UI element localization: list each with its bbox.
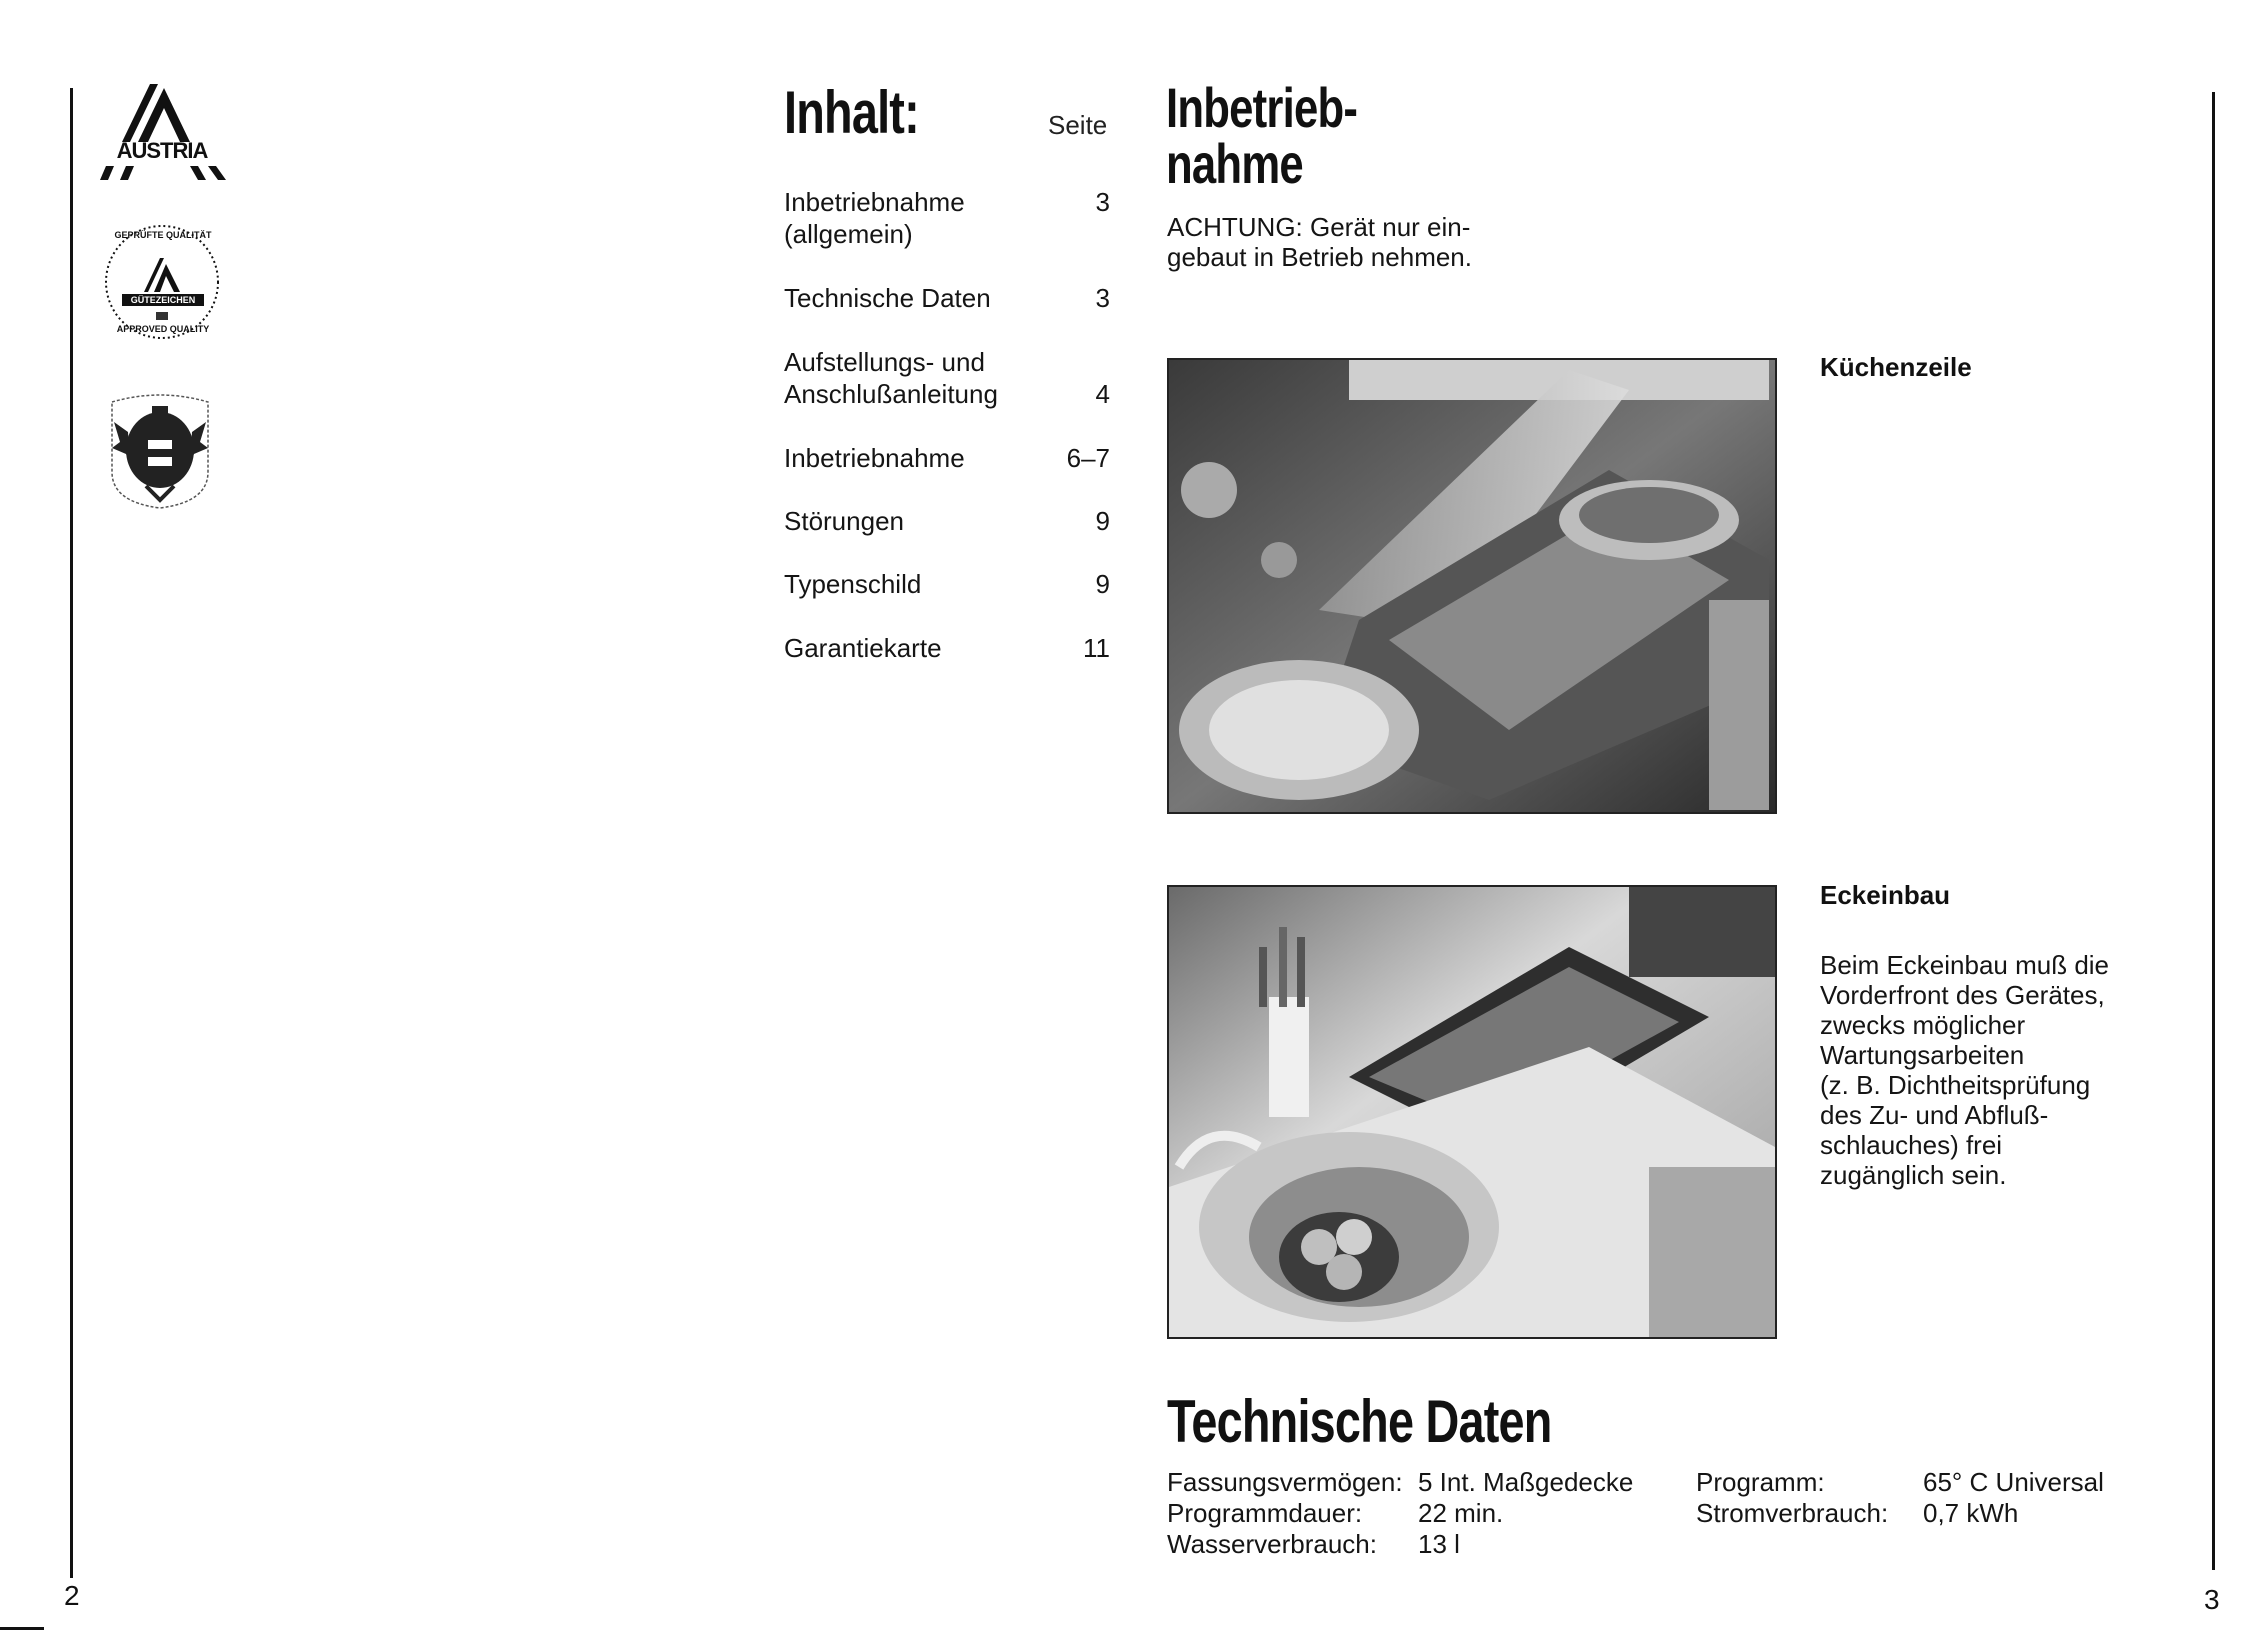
toc-item-6-page: 9 [1095, 569, 1110, 599]
inbetrieb-warning: ACHTUNG: Gerät nur ein- gebaut in Betrieb nehmen. [1167, 212, 1472, 272]
page-number-left: 2 [64, 1580, 80, 1611]
toc-item-6-label: Typenschild [784, 569, 922, 599]
toc-item-1-label: Inbetriebnahme (allgemein) [784, 187, 965, 249]
toc-title: Inhalt: [784, 79, 919, 146]
toc-item-2-page: 3 [1095, 283, 1110, 313]
toc-item-5-label: Störungen [784, 506, 904, 536]
toc-item-3-label: Aufstellungs- und Anschlußanleitung [784, 347, 998, 409]
photo-kuechenzeile [1167, 358, 1777, 814]
right-margin-rule [2212, 92, 2215, 1570]
tech-key-wasserverbrauch: Wasserverbrauch: [1167, 1529, 1377, 1559]
toc-item-2-label: Technische Daten [784, 283, 991, 313]
left-margin-rule [70, 88, 73, 1578]
tech-key-programmdauer: Programmdauer: [1167, 1498, 1363, 1528]
seal-bottom-text: APPROVED QUALITY [116, 324, 210, 334]
seal-mid-text: GÜTEZEICHEN [130, 295, 196, 305]
austria-logo-text: AUSTRIA [116, 138, 208, 163]
technische-daten-title: Technische Daten [1167, 1388, 1552, 1455]
toc-item-1-page: 3 [1095, 187, 1110, 217]
tech-value-programmdauer: 22 min. [1418, 1498, 1504, 1528]
tech-key-fassungsvermoegen: Fassungsvermögen: [1167, 1467, 1403, 1497]
left-corner-tick [0, 1627, 44, 1630]
toc-item-4-label: Inbetriebnahme [784, 443, 965, 473]
tech-key-stromverbrauch: Stromverbrauch: [1696, 1498, 1889, 1528]
toc-item-4-page: 6–7 [1066, 443, 1110, 473]
toc-item-7-page: 11 [1083, 633, 1110, 663]
tech-value-stromverbrauch: 0,7 kWh [1923, 1498, 2019, 1528]
tech-value-programm: 65° C Universal [1923, 1467, 2104, 1497]
photo-eckeinbau [1167, 885, 1777, 1339]
label-kuechenzeile: Küchenzeile [1820, 352, 1972, 382]
seal-top-text: GEPRÜFTE QUALITÄT [114, 230, 212, 240]
tech-value-wasserverbrauch: 13 l [1418, 1529, 1460, 1559]
page-number-right: 3 [2204, 1584, 2220, 1615]
austria-logo [92, 80, 232, 185]
toc-item-3-page: 4 [1095, 379, 1110, 409]
coat-of-arms-emblem [106, 392, 214, 510]
toc-item-7-label: Garantiekarte [784, 633, 942, 663]
tech-value-fassungsvermoegen: 5 Int. Maßgedecke [1418, 1467, 1634, 1497]
label-eckeinbau: Eckeinbau [1820, 880, 1951, 910]
toc-item-5-page: 9 [1095, 506, 1110, 536]
tech-key-programm: Programm: [1696, 1467, 1825, 1497]
eckeinbau-text: Beim Eckeinbau muß die Vorderfront des Gerätes, zwecks möglicher Wartungsarbeiten (z. B. Dichtheitsprüfung des Zu- und Abfluß- schlauches) frei zugänglich sein. [1820, 950, 2110, 1190]
quality-seal [100, 220, 225, 345]
toc-page-header: Seite [1048, 110, 1108, 140]
inbetrieb-title: Inbetrieb- nahme [1166, 76, 1358, 195]
